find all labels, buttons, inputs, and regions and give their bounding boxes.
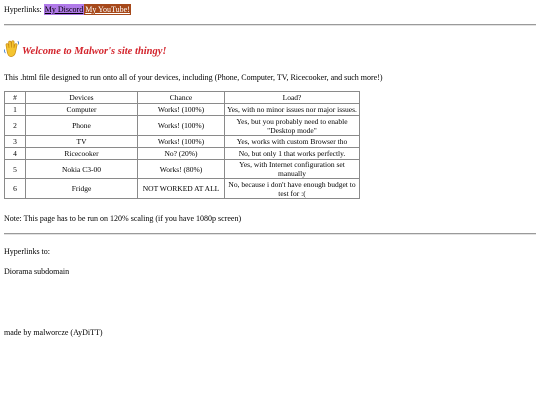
cell-number: 4 (5, 148, 26, 160)
cell-device: TV (26, 136, 138, 148)
table-row (5, 136, 360, 148)
hyperlinks-label: Hyperlinks: (4, 5, 42, 14)
table-header-row (5, 92, 360, 104)
waving-hand-icon (4, 40, 19, 58)
welcome-heading (4, 40, 166, 62)
cell-device: Computer (26, 104, 138, 116)
devices-table (4, 91, 360, 199)
cell-chance: Works! (80%) (138, 160, 225, 179)
welcome-text: Welcome to Malwor's site thingy! (22, 45, 167, 57)
cell-number: 1 (5, 104, 26, 116)
table-row (5, 148, 360, 160)
cell-chance: Works! (100%) (138, 116, 225, 136)
cell-load: Yes, with no minor issues nor major issues. (225, 104, 360, 116)
table-row (5, 104, 360, 116)
cell-number: 6 (5, 179, 26, 199)
header-number: # (5, 92, 26, 104)
cell-number: 5 (5, 160, 26, 179)
divider (4, 24, 536, 26)
header-chance: Chance (138, 92, 225, 104)
cell-load: Yes, with Internet configuration set manually (225, 160, 360, 179)
table-row (5, 116, 360, 136)
cell-device: Fridge (26, 179, 138, 199)
cell-load: Yes, works with custom Browser tho (225, 136, 360, 148)
cell-chance: Works! (100%) (138, 104, 225, 116)
diorama-subdomain-link[interactable]: Diorama subdomain (4, 267, 70, 276)
header-load: Load? (225, 92, 360, 104)
cell-number: 2 (5, 116, 26, 136)
cell-number: 3 (5, 136, 26, 148)
cell-device: Phone (26, 116, 138, 136)
cell-load: No, but only 1 that works perfectly. (225, 148, 360, 160)
divider (4, 233, 536, 235)
table-row (5, 179, 360, 199)
cell-device: Ricecooker (26, 148, 138, 160)
discord-link[interactable]: My Discord (44, 5, 84, 14)
hyperlinks-to-label: Hyperlinks to: (4, 247, 50, 256)
hyperlinks-bar (4, 4, 536, 16)
cell-chance: No? (20%) (138, 148, 225, 160)
credit-text: made by malworcze (AyDiTT) (4, 328, 103, 337)
cell-chance: NOT WORKED AT ALL (138, 179, 225, 199)
intro-text: This .html file designed to run onto all of your devices, including (Phone, Computer, TV, Ricecooker, and such more!) (4, 73, 383, 82)
cell-load: No, because i don't have enough budget to test for :( (225, 179, 360, 199)
cell-device: Nokia C3-00 (26, 160, 138, 179)
table-row (5, 160, 360, 179)
cell-load: Yes, but you probably need to enable "Desktop mode" (225, 116, 360, 136)
cell-chance: Works! (100%) (138, 136, 225, 148)
page (4, 4, 536, 337)
header-devices: Devices (26, 92, 138, 104)
scaling-note: Note: This page has to be run on 120% scaling (if you have 1080p screen) (4, 214, 242, 223)
youtube-link[interactable]: My YouTube! (85, 5, 130, 14)
